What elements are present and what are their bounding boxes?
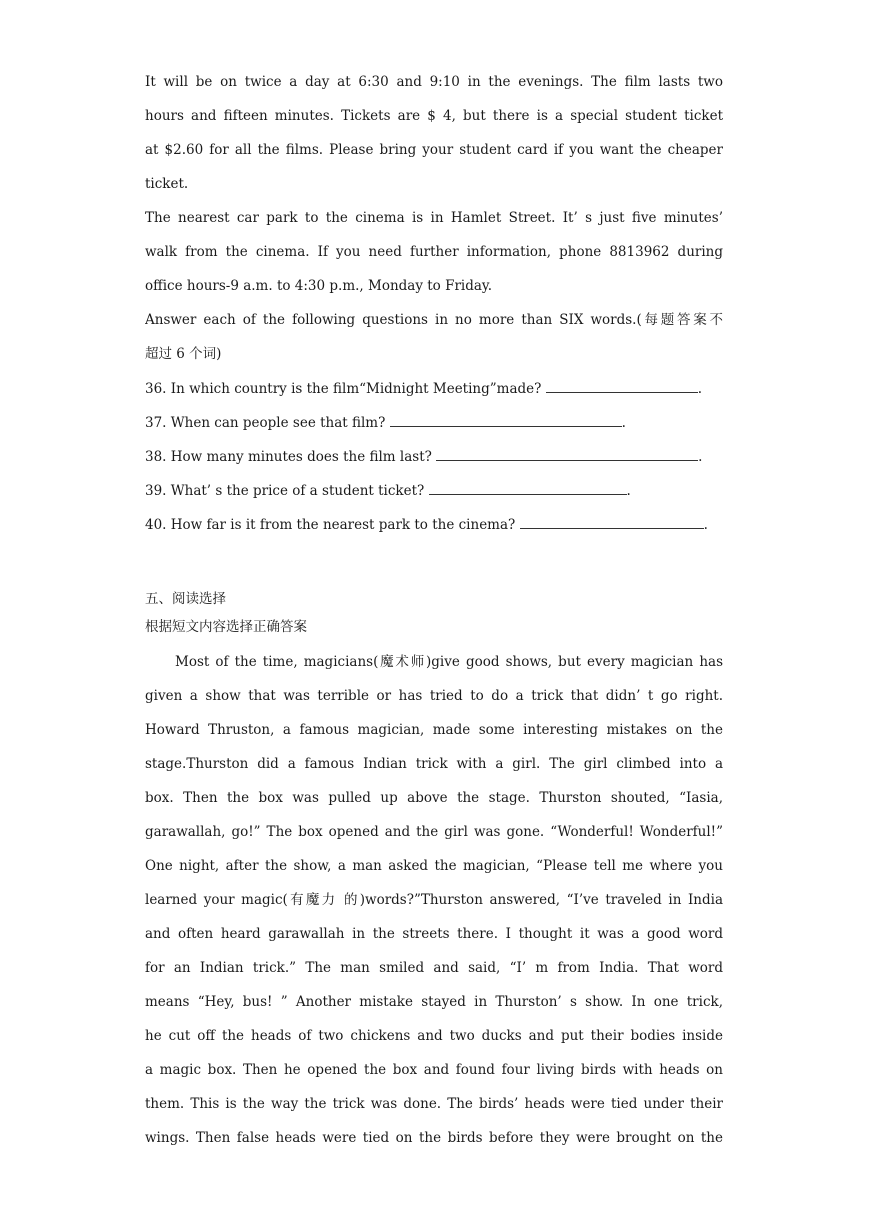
question-text: 37. When can people see that film?	[145, 415, 386, 431]
question-40	[145, 514, 723, 548]
passage-magician	[145, 652, 723, 1162]
question-end: .	[626, 483, 631, 499]
text-line: The nearest car park to the cinema is in Hamlet Street. It’ s just five minutes’	[145, 210, 723, 226]
text-line: It will be on twice a day at 6:30 and 9:10 in the evenings. The film lasts two	[145, 74, 723, 90]
text-line: wings. Then false heads were tied on the birds before they were brought on the	[145, 1130, 723, 1146]
question-text: 38. How many minutes does the film last?	[145, 449, 432, 465]
question-list	[145, 378, 723, 548]
text-line: given a show that was terrible or has tried to do a trick that didn’ t go right.	[145, 688, 723, 704]
text-line: Howard Thruston, a famous magician, made some interesting mistakes on the	[145, 722, 723, 738]
section-title: 五、阅读选择	[145, 591, 226, 607]
answer-blank-40[interactable]	[520, 514, 704, 529]
answer-blank-39[interactable]	[429, 480, 627, 495]
text-line: them. This is the way the trick was done. The birds’ heads were tied under their	[145, 1096, 723, 1112]
text-line: for an Indian trick.” The man smiled and said, “I’ m from India. That word	[145, 960, 723, 976]
answer-blank-36[interactable]	[546, 378, 698, 393]
text-line: 超过 6 个词)	[145, 346, 222, 362]
question-end: .	[697, 381, 702, 397]
text-line: he cut off the heads of two chickens and two ducks and put their bodies inside	[145, 1028, 723, 1044]
text-line: stage.Thurston did a famous Indian trick with a girl. The girl climbed into a	[145, 756, 723, 772]
section-5-header	[145, 589, 723, 645]
question-37	[145, 412, 723, 446]
text-line: a magic box. Then he opened the box and found four living birds with heads on	[145, 1062, 723, 1078]
text-line: hours and fifteen minutes. Tickets are $ 4, but there is a special student ticket	[145, 108, 723, 124]
text-line: means “Hey, bus! ” Another mistake stayed in Thurston’ s show. In one trick,	[145, 994, 723, 1010]
text-line: box. Then the box was pulled up above the stage. Thurston shouted, “Iasia,	[145, 790, 723, 806]
question-end: .	[698, 449, 703, 465]
text-line: garawallah, go!” The box opened and the girl was gone. “Wonderful! Wonderful!”	[145, 824, 723, 840]
question-text: 36. In which country is the film“Midnight Meeting”made?	[145, 381, 542, 397]
text-line: at $2.60 for all the films. Please bring your student card if you want the cheaper	[145, 142, 723, 158]
text-line: learned your magic(有魔力 的)words?”Thurston answered, “I’ve traveled in India	[145, 892, 723, 908]
question-end: .	[703, 517, 708, 533]
question-39	[145, 480, 723, 514]
text-line: One night, after the show, a man asked the magician, “Please tell me where you	[145, 858, 723, 874]
text-line: and often heard garawallah in the streets there. I thought it was a good word	[145, 926, 723, 942]
question-end: .	[621, 415, 626, 431]
text-line: Most of the time, magicians(魔术师)give good shows, but every magician has	[175, 654, 723, 670]
question-38	[145, 446, 723, 480]
answer-blank-37[interactable]	[390, 412, 622, 427]
question-text: 40. How far is it from the nearest park to the cinema?	[145, 517, 516, 533]
passage-cinema	[145, 72, 723, 378]
text-line: Answer each of the following questions in no more than SIX words.(每题答案不	[145, 312, 723, 328]
question-text: 39. What’ s the price of a student ticket?	[145, 483, 425, 499]
text-line: walk from the cinema. If you need further information, phone 8813962 during	[145, 244, 723, 260]
text-line: ticket.	[145, 176, 189, 192]
text-line: office hours-9 a.m. to 4:30 p.m., Monday to Friday.	[145, 278, 493, 294]
answer-blank-38[interactable]	[436, 446, 698, 461]
section-instruction: 根据短文内容选择正确答案	[145, 619, 307, 635]
question-36	[145, 378, 723, 412]
